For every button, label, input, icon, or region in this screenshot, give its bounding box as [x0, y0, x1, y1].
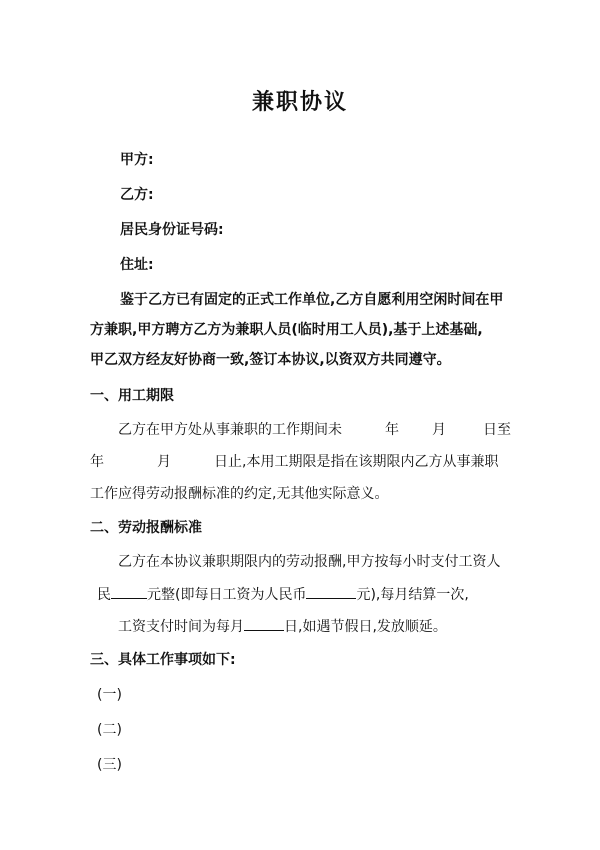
section-1-day-1: 日至: [483, 422, 511, 438]
document-title: 兼职协议: [251, 90, 348, 115]
id-number-label: 居民身份证号码:: [120, 222, 224, 238]
party-a-label: 甲方:: [120, 152, 154, 168]
section-1-line-2-rest: 日止,本用工期限是指在该期限内乙方从事兼职: [214, 454, 499, 470]
preamble-line-1: 鉴于乙方已有固定的正式工作单位,乙方自愿利用空闲时间在甲: [120, 292, 504, 308]
address-label: 住址:: [120, 257, 154, 273]
section-2-line-2: [97, 582, 469, 605]
list-item-1: (一): [97, 687, 122, 703]
section-2-line-2c: 元),每月结算一次,: [356, 587, 469, 603]
party-b-label: 乙方:: [120, 187, 154, 203]
section-2-line-3: [118, 614, 447, 637]
section-1-month-2: 月: [157, 454, 171, 470]
section-2-line-2a: 民: [97, 587, 111, 603]
hourly-wage-blank: [111, 582, 147, 599]
preamble-line-2: 方兼职,甲方聘方乙方为兼职人员(临时用工人员),基于上述基础,: [90, 322, 483, 338]
section-1-month-1: 月: [432, 422, 446, 438]
list-item-2: (二): [97, 722, 122, 738]
pay-day-blank: [244, 614, 284, 631]
section-3-heading: 三、具体工作事项如下:: [90, 652, 236, 668]
section-1-year-1: 年: [385, 422, 399, 438]
daily-wage-blank: [306, 582, 356, 599]
section-2-line-1: 乙方在本协议兼职期限内的劳动报酬,甲方按每小时支付工资人: [118, 554, 501, 570]
section-2-line-2b: 元整(即每日工资为人民币: [147, 587, 307, 603]
section-2-line-3b: 日,如遇节假日,发放顺延。: [284, 619, 447, 635]
section-2-line-3a: 工资支付时间为每月: [118, 619, 244, 635]
section-1-line-3: 工作应得劳动报酬标准的约定,无其他实际意义。: [90, 486, 389, 502]
preamble-line-3: 甲乙双方经友好协商一致,签订本协议,以资双方共同遵守。: [90, 352, 451, 368]
list-item-3: (三): [97, 757, 122, 773]
section-1-line-1a: 乙方在甲方处从事兼职的工作期间未: [118, 422, 342, 438]
section-1-year-2: 年: [90, 454, 104, 470]
section-2-heading: 二、劳动报酬标准: [90, 520, 202, 536]
section-1-heading: 一、用工期限: [90, 388, 174, 404]
